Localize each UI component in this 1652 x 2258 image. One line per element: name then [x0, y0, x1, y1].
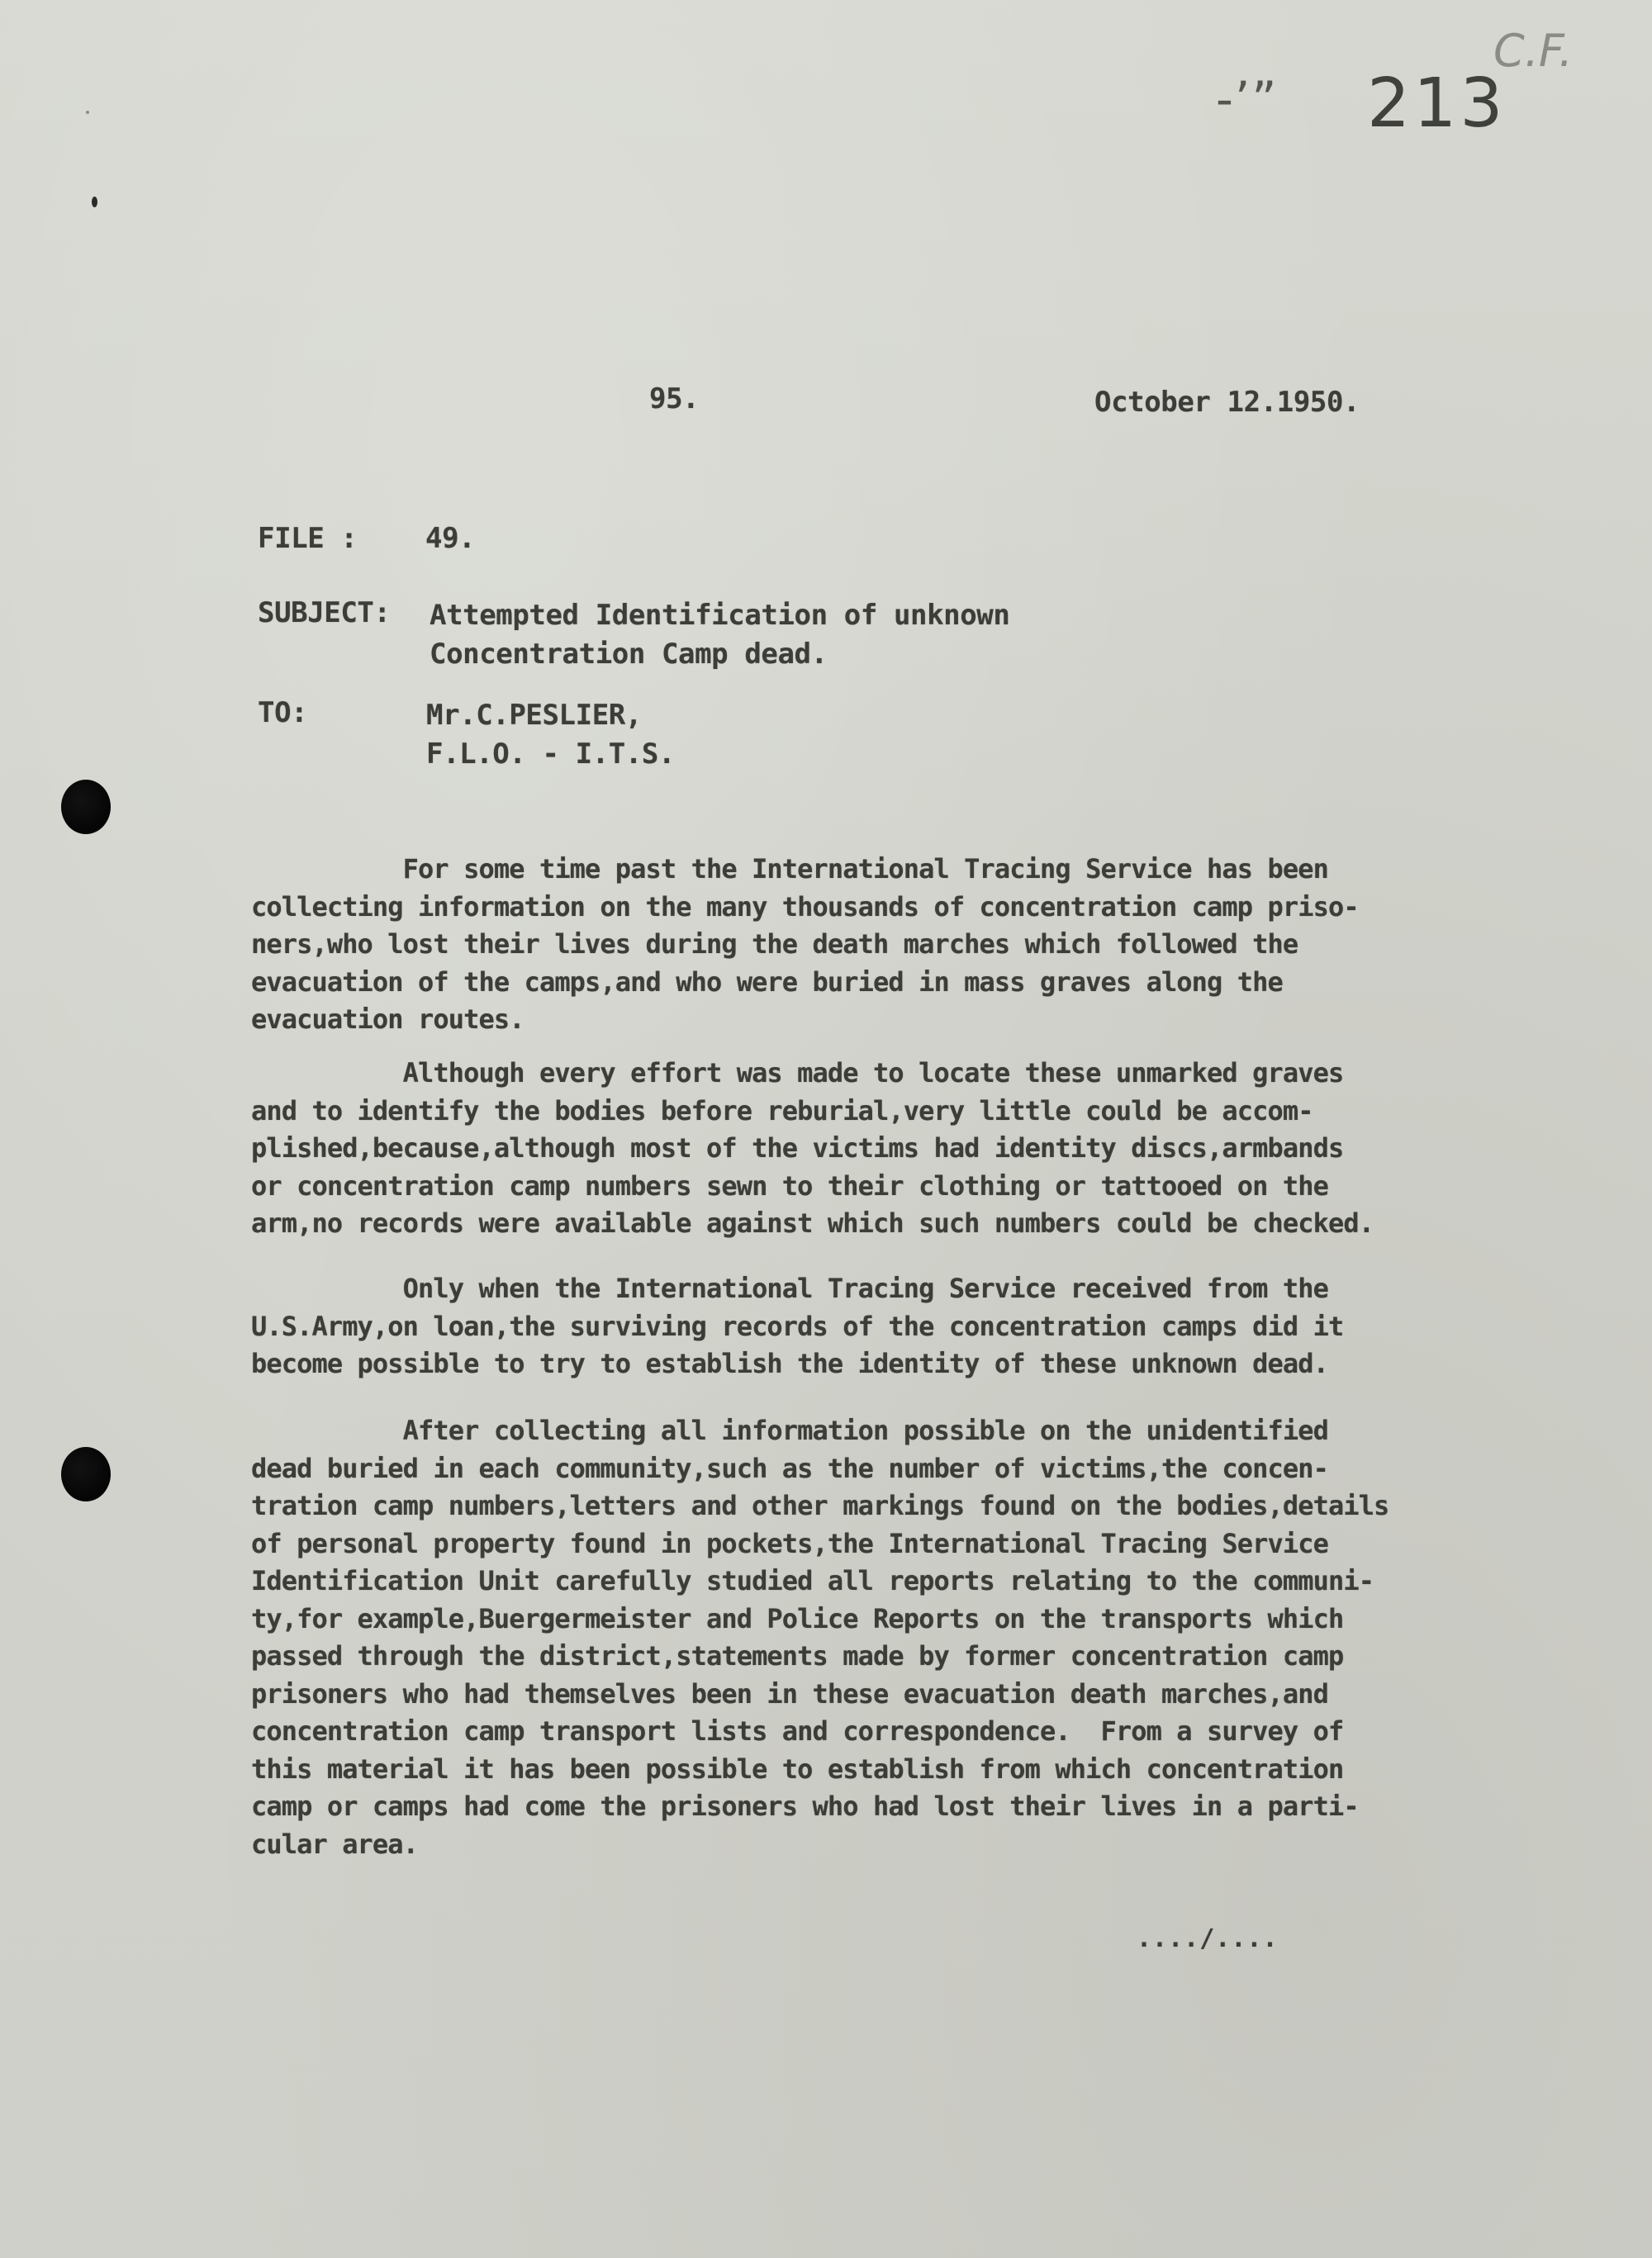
subject-label: SUBJECT:: [258, 596, 391, 629]
to-value: Mr.C.PESLIER, F.L.O. - I.T.S.: [426, 699, 676, 771]
punch-hole: [61, 1447, 111, 1501]
ink-speck: [86, 111, 89, 114]
document-date: October 12.1950.: [1094, 386, 1360, 419]
punch-hole: [61, 780, 111, 834]
continuation-marker: ..../....: [1137, 1924, 1279, 1953]
subject-value: Attempted Identification of unknown Concentration Camp dead.: [430, 599, 1010, 671]
body-paragraph: Although every effort was made to locate these unmarked graves and to identify the bodies before reburial,very little could be accom- plished,because,although most of the victims had identity discs,armbands or concentration camp numbers sewn to their clothing or tattooed on the arm,no records were available against which such numbers could be checked.: [251, 1057, 1374, 1239]
file-value: 49.: [425, 522, 476, 555]
document-number: 95.: [649, 382, 700, 415]
archive-number-prefix: -’”: [1216, 71, 1279, 127]
to-label: TO:: [258, 696, 308, 729]
ink-speck: [92, 197, 97, 207]
archive-page-number: 213: [1367, 64, 1507, 143]
body-paragraph: For some time past the International Tracing Service has been collecting information on the many thousands of concentration camp priso- ners,who lost their lives during the death marches which followed the evacuation of the camps,and who were buried in mass graves along the evacuation routes.: [251, 853, 1359, 1035]
handwritten-initials: C.F.: [1493, 25, 1574, 77]
body-paragraph: After collecting all information possible on the unidentified dead buried in each community,such as the number of victims,the concen- tration camp numbers,letters and other markings found on the bodies,details of personal property found in pockets,the International Tracing Service Identification Unit carefully studied all reports relating to the communi- ty,for example,Buergermeister and Police Reports on the transports which passed through the district,statements made by former concentration camp prisoners who had themselves been in these evacuation death marches,and concentration camp transport lists and correspondence. From a survey of this material it has been possible to establish from which concentration camp or camps had come the prisoners who had lost their lives in a parti- cular area.: [251, 1415, 1389, 1860]
body-paragraph: Only when the International Tracing Service received from the U.S.Army,on loan,the surviving records of the concentration camps did it become possible to try to establish the identity of these unknown dead.: [251, 1273, 1344, 1379]
file-label: FILE :: [258, 522, 358, 555]
